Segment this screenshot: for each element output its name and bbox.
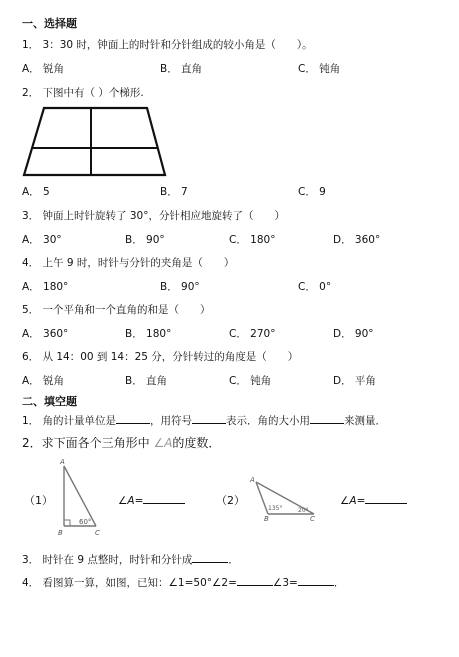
q5-option-b[interactable]: B． 180°	[125, 328, 172, 340]
q3-option-a[interactable]: A． 30°	[22, 234, 62, 246]
tri1-answer-label: ∠A=	[118, 495, 144, 507]
q1-option-a[interactable]: A． 锐角	[22, 63, 65, 75]
fill-1-blank-1[interactable]	[116, 412, 150, 424]
fill-3-text-2: ．	[228, 554, 239, 566]
fill-1-blank-2[interactable]	[192, 412, 226, 424]
q6-option-a[interactable]: A． 锐角	[22, 375, 65, 387]
triangle-1-answer	[118, 492, 185, 507]
question-6-stem: 6． 从 14：00 到 14：25 分，分针转过的角度是（ ）	[22, 351, 299, 363]
triangle-2-label: （2）	[216, 494, 245, 507]
fill-4-text-2: ∠3=	[272, 577, 298, 589]
fill-4-blank-1[interactable]	[237, 574, 273, 586]
fill-1-text-4: 来测量．	[344, 415, 387, 427]
q4-option-b[interactable]: B． 90°	[160, 281, 200, 293]
fill-question-3	[22, 551, 239, 567]
tri1-vertex-c: C	[95, 529, 100, 537]
tri2-vertex-a: A	[250, 476, 255, 484]
fill-1-text-3: 表示．角的大小用	[226, 415, 311, 427]
tri2-answer-blank[interactable]	[365, 492, 407, 504]
section-title-choice: 一、选择题	[22, 17, 77, 30]
q6-option-d[interactable]: D． 平角	[333, 375, 376, 387]
q5-option-a[interactable]: A． 360°	[22, 328, 69, 340]
q3-option-c[interactable]: C． 180°	[229, 234, 276, 246]
trapezoid-figure	[22, 106, 168, 178]
fill-question-4	[22, 574, 344, 590]
triangle-1-figure	[52, 456, 108, 538]
triangle-1-label: （1）	[24, 494, 53, 507]
q2-option-c[interactable]: C． 9	[298, 186, 326, 198]
section-title-fill: 二、填空题	[22, 395, 77, 408]
q4-option-a[interactable]: A． 180°	[22, 281, 69, 293]
tri2-angle-label-2: 20°	[298, 507, 309, 514]
q5-option-c[interactable]: C． 270°	[229, 328, 276, 340]
fill-2-text-b: 的度数．	[172, 436, 221, 450]
fill-3-text-1: 3． 时针在 9 点整时，时针和分针成	[22, 554, 193, 566]
fill-question-2-stem	[22, 434, 220, 451]
triangle-2-answer	[340, 492, 407, 507]
tri1-vertex-a: A	[60, 458, 65, 466]
tri2-angle-label-1: 135°	[268, 505, 283, 512]
q1-option-c[interactable]: C． 钝角	[298, 63, 341, 75]
tri1-vertex-b: B	[58, 529, 63, 537]
fill-1-text-1: 1． 角的计量单位是	[22, 415, 117, 427]
q3-option-d[interactable]: D． 360°	[333, 234, 381, 246]
q3-option-b[interactable]: B． 90°	[125, 234, 165, 246]
fill-1-text-2: ，用符号	[150, 415, 193, 427]
fill-1-blank-3[interactable]	[310, 412, 344, 424]
fill-question-1	[22, 412, 386, 428]
q6-option-b[interactable]: B． 直角	[125, 375, 168, 387]
q2-option-a[interactable]: A． 5	[22, 186, 50, 198]
q6-option-c[interactable]: C． 钝角	[229, 375, 272, 387]
q2-option-b[interactable]: B． 7	[160, 186, 188, 198]
q4-option-c[interactable]: C． 0°	[298, 281, 332, 293]
question-3-stem: 3． 钟面上时针旋转了 30°，分针相应地旋转了（ ）	[22, 210, 285, 222]
fill-4-text-1: 4． 看图算一算，如图，已知：∠1=50°∠2=	[22, 577, 237, 589]
fill-2-text-a: 2．求下面各个三角形中	[22, 436, 154, 450]
q5-option-d[interactable]: D． 90°	[333, 328, 374, 340]
triangle-2-figure	[248, 474, 318, 522]
fill-3-blank[interactable]	[192, 551, 228, 563]
tri2-vertex-c: C	[310, 515, 315, 522]
fill-4-blank-2[interactable]	[298, 574, 334, 586]
fill-2-angle-symbol: ∠A	[153, 436, 173, 450]
tri1-answer-blank[interactable]	[143, 492, 185, 504]
fill-4-text-3: ．	[333, 577, 345, 589]
tri2-vertex-b: B	[264, 515, 269, 522]
question-4-stem: 4． 上午 9 时，时针与分针的夹角是（ ）	[22, 257, 235, 269]
question-5-stem: 5． 一个平角和一个直角的和是（ ）	[22, 304, 211, 316]
question-2-stem: 2． 下图中有（ ）个梯形.	[22, 87, 144, 99]
question-1-stem: 1． 3：30 时，钟面上的时针和分针组成的较小角是（ ）。	[22, 39, 313, 51]
q1-option-b[interactable]: B． 直角	[160, 63, 203, 75]
tri1-angle-label: 60°	[79, 518, 92, 526]
trapezoid-outline	[24, 108, 165, 175]
tri2-answer-label: ∠A=	[340, 495, 366, 507]
